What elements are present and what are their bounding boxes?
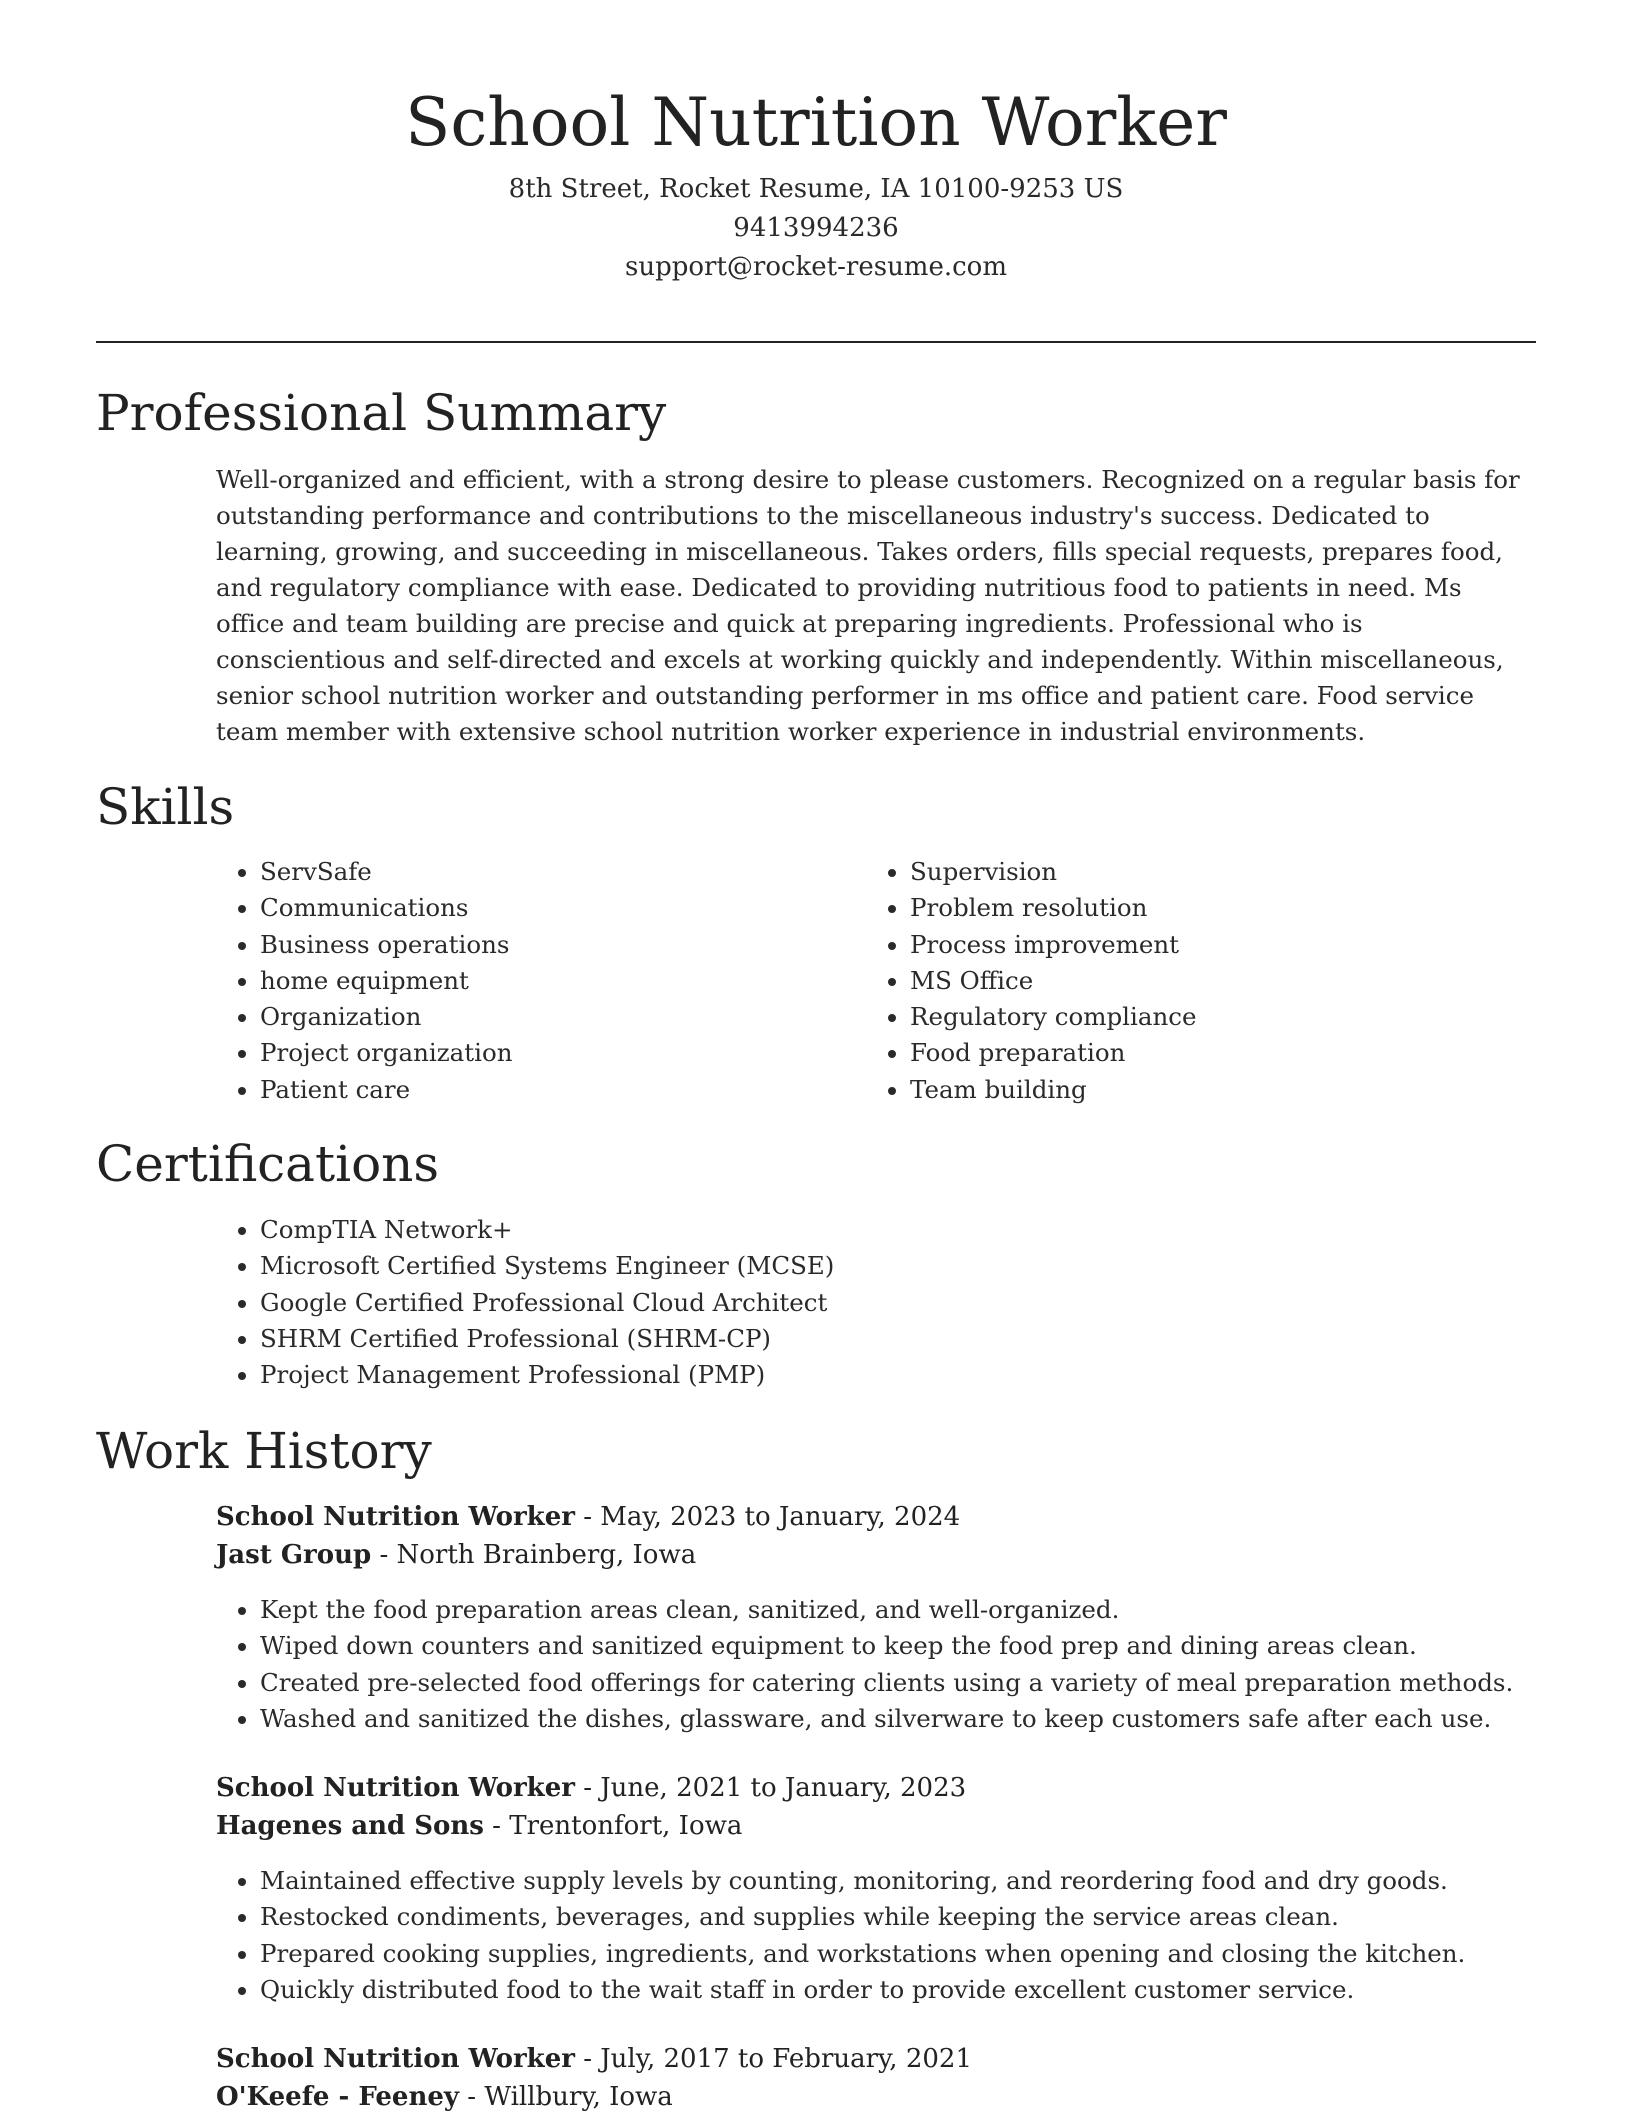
skill-item: • Communications — [260, 890, 513, 926]
skill-item: • ServSafe — [260, 854, 513, 890]
job-duty: • Kept the food preparation areas clean, sanitized, and well-organized. — [260, 1592, 1513, 1628]
certification-item: • CompTIA Network+ — [260, 1212, 834, 1248]
job-duties-list — [216, 1863, 1465, 2008]
header-divider — [96, 341, 1536, 343]
certifications-heading: Certifications — [96, 1135, 440, 1193]
phone: 9413994236 — [733, 213, 899, 243]
skill-item: • Business operations — [260, 927, 513, 963]
summary-heading: Professional Summary — [96, 384, 667, 442]
job-role: School Nutrition Worker — [216, 1502, 575, 1532]
job-duty: • Maintained effective supply levels by counting, monitoring, and reordering food and dry goods. — [260, 1863, 1465, 1899]
email: support@rocket-resume.com — [624, 252, 1007, 282]
job-duty: • Prepared cooking supplies, ingredients, and workstations when opening and closing the kitchen. — [260, 1936, 1465, 1972]
certification-item: • Microsoft Certified Systems Engineer (MCSE) — [260, 1248, 834, 1284]
skill-item: • Patient care — [260, 1072, 513, 1108]
job-company-line — [216, 1536, 696, 1574]
skills-list-left — [216, 854, 513, 1108]
skills-list-right — [866, 854, 1196, 1108]
certification-item: • Project Management Professional (PMP) — [260, 1357, 834, 1393]
skill-item: • Team building — [910, 1072, 1196, 1108]
job-duty: • Created pre-selected food offerings for catering clients using a variety of meal preparation methods. — [260, 1665, 1513, 1701]
job-role: School Nutrition Worker — [216, 1773, 575, 1803]
job-title-line — [216, 1498, 960, 1536]
summary-text: Well-organized and efficient, with a strong desire to please customers. Recognized on a regular basis for outstanding performance and contributions to the miscellaneous industry's success. Dedicated to learning, growing, and succeeding in miscellaneous. Takes orders, fills special requests, prepares food, and regulatory compliance with ease. Dedicated to providing nutritious food to patients in need. Ms office and team building are precise and quick at preparing ingredients. Professional who is conscientious and self-directed and excels at working quickly and independently. Within miscellaneous, senior school nutrition worker and outstanding performer in ms office and patient care. Food service team member with extensive school nutrition worker experience in industrial environments. — [216, 465, 1520, 746]
skill-item: • Problem resolution — [910, 890, 1196, 926]
certifications-list — [216, 1212, 834, 1393]
job-title-line — [216, 1769, 966, 1807]
work-history-heading: Work History — [96, 1422, 432, 1480]
job-location: - Trentonfort, Iowa — [483, 1811, 743, 1841]
job-dates: - June, 2021 to January, 2023 — [574, 1773, 967, 1803]
resume-header — [96, 80, 1536, 287]
job-duty: • Wiped down counters and sanitized equipment to keep the food prep and dining areas clean. — [260, 1628, 1513, 1664]
job-duty: • Washed and sanitized the dishes, glassware, and silverware to keep customers safe after each use. — [260, 1701, 1513, 1737]
certification-item: • SHRM Certified Professional (SHRM-CP) — [260, 1321, 834, 1357]
job-location: - North Brainberg, Iowa — [371, 1540, 697, 1570]
job-company-line — [216, 1807, 742, 1845]
job-title-line — [216, 2040, 972, 2078]
skill-item: • Regulatory compliance — [910, 999, 1196, 1035]
job-company: Hagenes and Sons — [216, 1811, 484, 1841]
job-duty: • Restocked condiments, beverages, and supplies while keeping the service areas clean. — [260, 1899, 1465, 1935]
skill-item: • Organization — [260, 999, 513, 1035]
job-company: Jast Group — [216, 1540, 372, 1570]
skills-heading: Skills — [96, 778, 235, 836]
candidate-name: School Nutrition Worker — [405, 84, 1227, 161]
job-role: School Nutrition Worker — [216, 2044, 575, 2074]
certification-item: • Google Certified Professional Cloud Architect — [260, 1285, 834, 1321]
job-duties-list — [216, 1592, 1513, 1737]
job-duty: • Quickly distributed food to the wait staff in order to provide excellent customer service. — [260, 1972, 1465, 2008]
skill-item: • Food preparation — [910, 1035, 1196, 1071]
job-dates: - July, 2017 to February, 2021 — [574, 2044, 972, 2074]
address: 8th Street, Rocket Resume, IA 10100-9253 US — [508, 174, 1124, 204]
skill-item: • Supervision — [910, 854, 1196, 890]
job-dates: - May, 2023 to January, 2024 — [574, 1502, 961, 1532]
skill-item: • Project organization — [260, 1035, 513, 1071]
job-company: O'Keefe - Feeney — [216, 2082, 460, 2112]
skill-item: • MS Office — [910, 963, 1196, 999]
job-location: - Willbury, Iowa — [459, 2082, 673, 2112]
contact-info — [96, 170, 1536, 287]
skill-item: • Process improvement — [910, 927, 1196, 963]
skill-item: • home equipment — [260, 963, 513, 999]
job-company-line — [216, 2078, 673, 2116]
